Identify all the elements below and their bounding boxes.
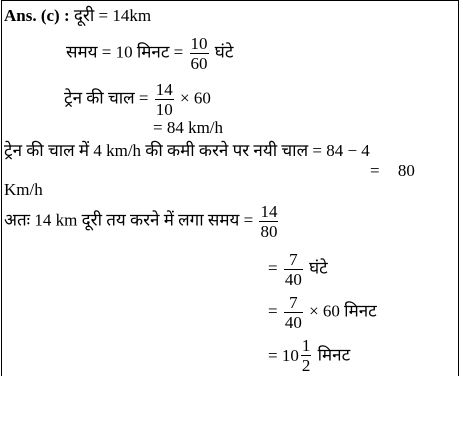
distance-text: दूरी = 14km (73, 6, 152, 25)
speed-numerator: 14 (155, 80, 173, 99)
step2-eq: = (268, 258, 278, 278)
time-line (66, 34, 233, 73)
reduce-line: ट्रेन की चाल में 4 km/h की कमी करने पर नयी चाल = 84 − 4 (4, 141, 370, 160)
step2-fraction (284, 250, 303, 289)
speed-denominator: 10 (155, 100, 173, 119)
step3-right: × 60 मिनट (309, 301, 377, 321)
step3-numerator: 7 (289, 293, 298, 312)
step4-denominator: 2 (301, 356, 311, 375)
step2-denominator: 40 (284, 270, 302, 289)
time-left: समय = 10 मिनट = (66, 42, 184, 62)
step4-line (268, 336, 350, 375)
step3-denominator: 40 (284, 313, 302, 332)
step3-eq: = (268, 301, 278, 321)
step2-line (268, 250, 328, 289)
speed-line (64, 80, 211, 119)
step4-mixed-number (268, 336, 313, 375)
reduce-result: = 80 (370, 161, 415, 180)
therefore-denominator: 80 (260, 222, 278, 241)
therefore-line (4, 202, 280, 241)
therefore-fraction (259, 202, 278, 241)
step4-fraction (301, 336, 312, 375)
time-numerator: 10 (190, 34, 208, 53)
speed-fraction (155, 80, 174, 119)
speed-result: = 84 km/h (153, 118, 224, 137)
speed-right: × 60 (180, 88, 211, 108)
step2-numerator: 7 (289, 250, 298, 269)
time-fraction (190, 34, 209, 73)
step4-numerator: 1 (301, 336, 311, 355)
time-denominator: 60 (190, 54, 208, 73)
therefore-numerator: 14 (260, 202, 278, 221)
step3-line (268, 293, 377, 332)
time-unit: घंटे (214, 42, 234, 62)
answer-line (4, 6, 151, 26)
therefore-left: अतः 14 km दूरी तय करने में लगा समय = (4, 210, 254, 230)
step4-unit: मिनट (317, 345, 351, 365)
speed-left: ट्रेन की चाल = (64, 88, 149, 108)
step3-fraction (284, 293, 303, 332)
step2-unit: घंटे (309, 258, 328, 278)
step4-eq: = 10 (268, 345, 299, 365)
answer-label: Ans. (c) : (4, 6, 70, 25)
reduce-unit: Km/h (4, 180, 43, 199)
